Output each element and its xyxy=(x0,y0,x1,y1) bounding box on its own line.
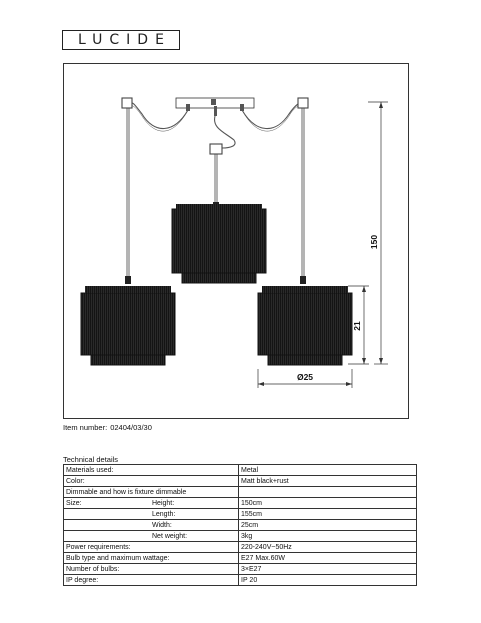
spec-label-cell xyxy=(64,542,239,553)
spec-label: Dimmable and how is fixture dimmable xyxy=(66,488,187,496)
table-row xyxy=(64,465,417,476)
table-row xyxy=(64,509,417,520)
spec-label: Number of bulbs: xyxy=(66,565,120,573)
table-row xyxy=(64,542,417,553)
technical-drawing xyxy=(63,63,409,419)
spec-label-cell xyxy=(64,564,239,575)
technical-details-title: Technical details xyxy=(63,455,119,464)
spec-label: IP degree: xyxy=(66,576,99,584)
dimension-height-total-label: 150 xyxy=(369,234,379,250)
table-row xyxy=(64,520,417,531)
item-number-label: Item number: xyxy=(63,423,108,432)
brand-logo-text: LUCIDE xyxy=(78,32,171,48)
spec-label-cell xyxy=(64,465,239,476)
spec-label-cell xyxy=(64,575,239,586)
dimension-shade-height-label: 21 xyxy=(352,321,362,331)
dimension-diameter-label: Ø25 xyxy=(296,372,314,382)
item-number xyxy=(63,423,152,432)
table-row xyxy=(64,575,417,586)
spec-value: 25cm xyxy=(239,520,417,531)
table-row xyxy=(64,531,417,542)
pendant-lamp-drawing xyxy=(64,64,409,419)
spec-label-cell xyxy=(64,476,239,487)
spec-value: 155cm xyxy=(239,509,417,520)
brand-logo xyxy=(62,30,180,50)
shade-right xyxy=(258,286,352,365)
spec-sublabel: Net weight: xyxy=(152,532,188,540)
spec-label-cell xyxy=(64,498,239,509)
spec-value: 3×E27 xyxy=(239,564,417,575)
spec-value: Matt black+rust xyxy=(239,476,417,487)
item-number-value: 02404/03/30 xyxy=(110,423,152,432)
spec-label: Power requirements: xyxy=(66,543,131,551)
spec-label-cell xyxy=(64,487,239,498)
spec-label-cell xyxy=(64,520,239,531)
spec-value: IP 20 xyxy=(239,575,417,586)
spec-value: 3kg xyxy=(239,531,417,542)
spec-label: Size: xyxy=(66,499,82,507)
spec-value: Metal xyxy=(239,465,417,476)
spec-value: 220-240V~50Hz xyxy=(239,542,417,553)
spec-label-cell xyxy=(64,509,239,520)
spec-label: Color: xyxy=(66,477,85,485)
table-row xyxy=(64,476,417,487)
spec-label-cell xyxy=(64,531,239,542)
technical-details-table xyxy=(63,464,417,586)
table-row xyxy=(64,553,417,564)
table-row xyxy=(64,498,417,509)
spec-label: Materials used: xyxy=(66,466,114,474)
spec-value: E27 Max.60W xyxy=(239,553,417,564)
spec-label: Bulb type and maximum wattage: xyxy=(66,554,170,562)
table-row xyxy=(64,564,417,575)
ceiling-canopy xyxy=(176,98,254,116)
dimension-height-total xyxy=(368,102,388,364)
shade-left xyxy=(81,286,175,365)
spec-sublabel: Width: xyxy=(152,521,172,529)
shade-center xyxy=(172,204,266,283)
spec-value xyxy=(239,487,417,498)
spec-sublabel: Length: xyxy=(152,510,176,518)
spec-value: 150cm xyxy=(239,498,417,509)
spec-label-cell xyxy=(64,553,239,564)
table-row xyxy=(64,487,417,498)
spec-sublabel: Height: xyxy=(152,499,175,507)
